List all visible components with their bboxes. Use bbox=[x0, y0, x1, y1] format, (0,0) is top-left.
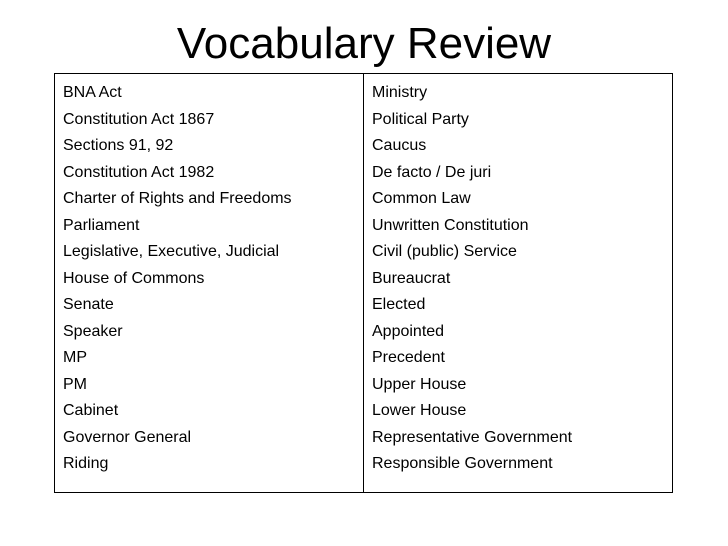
vocab-term: Ministry bbox=[372, 84, 428, 101]
vocab-term: Appointed bbox=[372, 322, 445, 340]
vocab-term: Precedent bbox=[372, 349, 445, 366]
vocab-term: Senate bbox=[63, 296, 114, 313]
vocab-term: PM bbox=[63, 375, 87, 393]
vocab-term: Cabinet bbox=[63, 402, 119, 419]
vocab-term: BNA Act bbox=[63, 84, 122, 101]
vocab-term: Caucus bbox=[372, 137, 427, 154]
vocab-term: Constitution Act 1867 bbox=[63, 110, 215, 128]
vocab-term: De facto / De juri bbox=[372, 163, 492, 181]
vocab-term: Riding bbox=[63, 455, 109, 472]
vocab-term: Representative Government bbox=[372, 428, 573, 446]
left-term-list bbox=[63, 80, 363, 478]
vocab-term: Sections 91, 92 bbox=[63, 137, 174, 154]
vocab-term: Governor General bbox=[63, 428, 192, 446]
vocab-term: Responsible Government bbox=[372, 455, 553, 472]
vocab-term: Parliament bbox=[63, 216, 140, 234]
vocab-term: Speaker bbox=[63, 322, 123, 340]
vocabulary-table bbox=[54, 73, 673, 493]
vocab-term: Charter of Rights and Freedoms bbox=[63, 190, 292, 207]
vocab-term: Bureaucrat bbox=[372, 269, 451, 287]
vocab-term: Common Law bbox=[372, 190, 471, 207]
vocab-term: Legislative, Executive, Judicial bbox=[63, 243, 280, 260]
vocab-term: MP bbox=[63, 349, 87, 366]
vocab-term: Unwritten Constitution bbox=[372, 216, 529, 234]
vocab-term: Elected bbox=[372, 296, 426, 313]
left-column bbox=[55, 74, 364, 492]
vocab-term: House of Commons bbox=[63, 269, 205, 287]
right-column bbox=[364, 74, 672, 492]
slide-title: Vocabulary Review bbox=[176, 19, 552, 68]
vocab-term: Political Party bbox=[372, 110, 469, 128]
vocab-term: Constitution Act 1982 bbox=[63, 163, 215, 181]
vocab-term: Lower House bbox=[372, 402, 467, 419]
right-term-list bbox=[372, 80, 672, 478]
vocab-term: Civil (public) Service bbox=[372, 243, 517, 260]
vocab-term: Upper House bbox=[372, 375, 467, 393]
